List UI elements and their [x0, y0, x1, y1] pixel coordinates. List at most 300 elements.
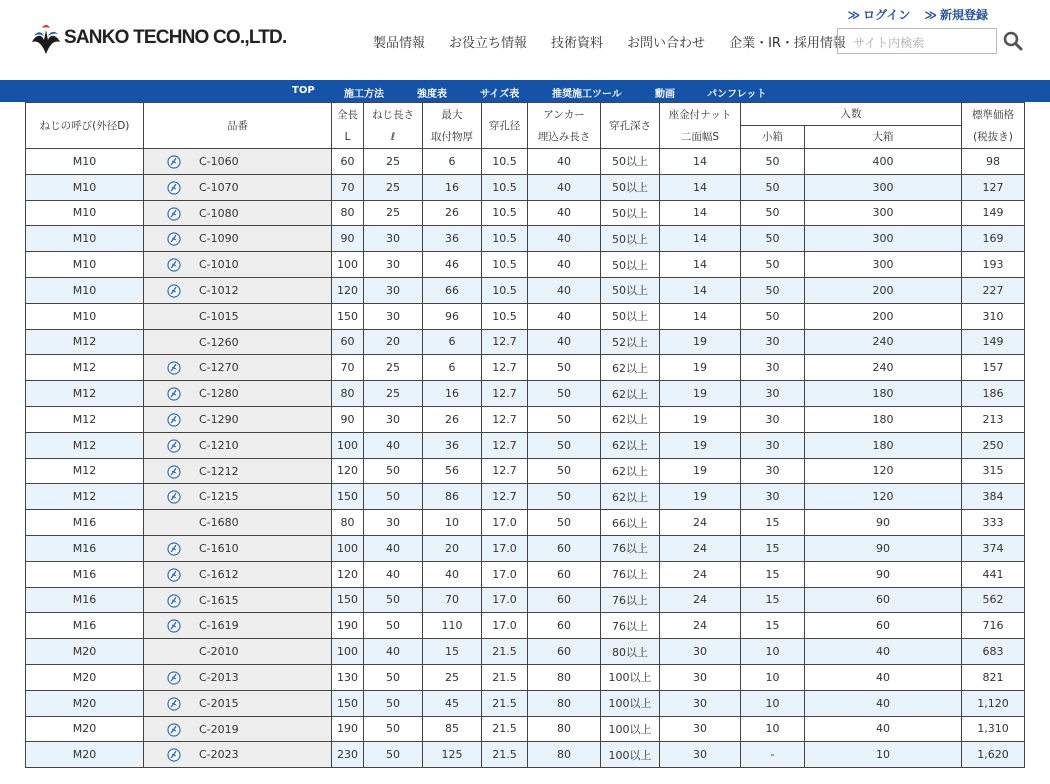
cell-code: [144, 561, 332, 587]
cell-price: 441: [962, 561, 1025, 587]
cell-nut-width: 19: [660, 432, 741, 458]
product-link-icon[interactable]: [167, 619, 181, 633]
cell-nut-width: 30: [660, 664, 741, 690]
header-qty: 入数: [741, 103, 962, 126]
cell-embed-depth: 50: [528, 355, 601, 381]
cell-code: [144, 613, 332, 639]
cell-code: [144, 664, 332, 690]
cell-length: 80: [332, 510, 364, 536]
header-nut-line2: 二面幅S: [680, 130, 720, 143]
product-link-icon[interactable]: [167, 465, 181, 479]
table-row: [26, 252, 1025, 278]
cell-hole-depth: 62以上: [601, 406, 660, 432]
cell-price: 562: [962, 587, 1025, 613]
search-icon[interactable]: [1003, 31, 1023, 51]
cell-embed-depth: 60: [528, 639, 601, 665]
cell-hole-diameter: 17.0: [482, 510, 528, 536]
cell-hole-depth: 62以上: [601, 484, 660, 510]
cell-hole-depth: 100以上: [601, 716, 660, 742]
cell-hole-diameter: 12.7: [482, 458, 528, 484]
product-code[interactable]: C-1615: [199, 593, 239, 607]
cell-length: 150: [332, 303, 364, 329]
header-length: [332, 103, 364, 149]
cell-qty-large: 40: [805, 664, 962, 690]
cell-qty-small: 50: [741, 303, 805, 329]
cell-nut-width: 14: [660, 226, 741, 252]
table-row: [26, 613, 1025, 639]
cell-thread-length: 50: [364, 484, 423, 510]
header-length-line2: L: [344, 130, 351, 143]
header-hole-dia: 穿孔径: [482, 103, 528, 149]
product-link-icon[interactable]: [167, 155, 181, 169]
cell-qty-small: 50: [741, 226, 805, 252]
cell-price: 333: [962, 510, 1025, 536]
table-row: [26, 381, 1025, 407]
header-qty-small: 小箱: [741, 126, 805, 149]
cell-max-thickness: 36: [423, 432, 482, 458]
header-size: ねじの呼び(外径D): [26, 103, 144, 149]
product-link-icon[interactable]: [167, 542, 181, 556]
cell-qty-small: 30: [741, 329, 805, 355]
header-length-line1: 全長: [337, 108, 358, 121]
table-row: [26, 484, 1025, 510]
product-link-icon[interactable]: [167, 181, 181, 195]
cell-hole-depth: 62以上: [601, 458, 660, 484]
cell-code: [144, 277, 332, 303]
cell-nut-width: 19: [660, 458, 741, 484]
cell-max-thickness: 66: [423, 277, 482, 303]
sanko-bird-logo-icon: [30, 20, 62, 56]
cell-embed-depth: 50: [528, 381, 601, 407]
search-input[interactable]: サイト内検索: [837, 28, 997, 54]
cell-max-thickness: 56: [423, 458, 482, 484]
cell-qty-large: 400: [805, 149, 962, 175]
brand-name: SANKO TECHNO CO.,LTD.: [64, 27, 287, 48]
login-link-label: ログイン: [863, 8, 911, 22]
cell-size: M12: [26, 406, 144, 432]
cell-price: 186: [962, 381, 1025, 407]
nav-company-ir-recruit[interactable]: 企業・IR・採用情報: [729, 36, 846, 51]
cell-nut-width: 24: [660, 613, 741, 639]
cell-thread-length: 25: [364, 200, 423, 226]
cell-code: [144, 406, 332, 432]
product-link-icon[interactable]: [167, 284, 181, 298]
cell-hole-diameter: 12.7: [482, 329, 528, 355]
table-row: [26, 432, 1025, 458]
header-nut-line1: 座金付ナット: [668, 108, 732, 121]
cell-qty-large: 60: [805, 613, 962, 639]
cell-nut-width: 19: [660, 381, 741, 407]
cell-max-thickness: 16: [423, 381, 482, 407]
header-thread-line1: ねじ長さ: [372, 108, 414, 121]
cell-hole-diameter: 12.7: [482, 432, 528, 458]
cell-price: 821: [962, 664, 1025, 690]
product-link-icon[interactable]: [167, 671, 181, 685]
table-row: [26, 690, 1025, 716]
cell-size: M16: [26, 613, 144, 639]
cell-qty-small: 10: [741, 639, 805, 665]
cell-hole-diameter: 10.5: [482, 200, 528, 226]
cell-hole-diameter: 21.5: [482, 716, 528, 742]
header-max-thickness: [423, 103, 482, 149]
cell-size: M20: [26, 716, 144, 742]
subnav-video[interactable]: 動画: [655, 89, 675, 100]
cell-length: 60: [332, 149, 364, 175]
product-link-icon[interactable]: [167, 413, 181, 427]
product-code[interactable]: C-1212: [199, 464, 239, 478]
cell-thread-length: 25: [364, 355, 423, 381]
cell-length: 100: [332, 252, 364, 278]
cell-thread-length: 40: [364, 535, 423, 561]
product-link-icon[interactable]: [167, 594, 181, 608]
register-link[interactable]: [924, 6, 988, 23]
cell-size: M20: [26, 639, 144, 665]
cell-length: 60: [332, 329, 364, 355]
cell-code: [144, 149, 332, 175]
cell-hole-diameter: 10.5: [482, 226, 528, 252]
table-row: [26, 355, 1025, 381]
product-link-icon[interactable]: [167, 568, 181, 582]
table-row: [26, 406, 1025, 432]
cell-size: M16: [26, 535, 144, 561]
cell-thread-length: 40: [364, 561, 423, 587]
cell-hole-depth: 50以上: [601, 252, 660, 278]
cell-price: 193: [962, 252, 1025, 278]
product-link-icon[interactable]: [167, 232, 181, 246]
cell-hole-depth: 52以上: [601, 329, 660, 355]
cell-max-thickness: 46: [423, 252, 482, 278]
cell-thread-length: 40: [364, 639, 423, 665]
cell-embed-depth: 80: [528, 742, 601, 768]
product-code[interactable]: C-1080: [199, 206, 239, 220]
cell-qty-large: 10: [805, 742, 962, 768]
product-code[interactable]: C-1070: [199, 180, 239, 194]
sub-nav-bar: [0, 80, 1050, 102]
header-embed: [528, 103, 601, 149]
cell-price: 1,310: [962, 716, 1025, 742]
cell-code: [144, 484, 332, 510]
cell-qty-small: 30: [741, 432, 805, 458]
cell-qty-small: 30: [741, 355, 805, 381]
cell-hole-diameter: 17.0: [482, 613, 528, 639]
main-nav: [373, 32, 870, 51]
product-code[interactable]: C-1210: [199, 438, 239, 452]
cell-thread-length: 30: [364, 510, 423, 536]
cell-qty-small: 50: [741, 149, 805, 175]
header-price-line2: (税抜き): [973, 130, 1013, 143]
product-link-icon[interactable]: [167, 207, 181, 221]
cell-embed-depth: 60: [528, 535, 601, 561]
product-code[interactable]: C-1215: [199, 490, 239, 504]
subnav-strength[interactable]: 強度表: [417, 89, 447, 100]
nav-contact[interactable]: お問い合わせ: [627, 36, 706, 51]
cell-embed-depth: 40: [528, 226, 601, 252]
cell-code: [144, 639, 332, 665]
cell-size: M20: [26, 664, 144, 690]
product-code[interactable]: C-2015: [199, 696, 239, 710]
cell-hole-diameter: 21.5: [482, 639, 528, 665]
product-code[interactable]: C-2023: [199, 748, 239, 762]
cell-code: [144, 535, 332, 561]
nav-technical-docs[interactable]: 技術資料: [551, 36, 604, 51]
product-code[interactable]: C-1610: [199, 541, 239, 555]
cell-price: 149: [962, 329, 1025, 355]
cell-code: [144, 510, 332, 536]
cell-nut-width: 24: [660, 535, 741, 561]
nav-useful-info[interactable]: お役立ち情報: [449, 36, 528, 51]
table-body: [26, 149, 1025, 768]
subnav-size[interactable]: サイズ表: [480, 89, 520, 100]
cell-embed-depth: 40: [528, 303, 601, 329]
cell-hole-depth: 80以上: [601, 639, 660, 665]
product-code[interactable]: C-1015: [199, 309, 239, 323]
cell-embed-depth: 40: [528, 277, 601, 303]
size-table: [25, 102, 1025, 768]
cell-size: M12: [26, 432, 144, 458]
cell-size: M20: [26, 742, 144, 768]
cell-max-thickness: 70: [423, 587, 482, 613]
cell-code: [144, 690, 332, 716]
cell-embed-depth: 80: [528, 690, 601, 716]
cell-max-thickness: 85: [423, 716, 482, 742]
product-link-icon[interactable]: [167, 439, 181, 453]
cell-qty-small: 30: [741, 458, 805, 484]
cell-hole-diameter: 10.5: [482, 303, 528, 329]
double-chevron-icon: ≫: [924, 8, 937, 22]
header-max-thickness-line1: 最大: [441, 108, 463, 121]
cell-hole-depth: 50以上: [601, 174, 660, 200]
cell-hole-depth: 100以上: [601, 690, 660, 716]
product-code[interactable]: C-1270: [199, 361, 239, 375]
header-nut: [660, 103, 741, 149]
cell-max-thickness: 10: [423, 510, 482, 536]
cell-nut-width: 19: [660, 329, 741, 355]
header-max-thickness-line2: 取付物厚: [431, 130, 473, 143]
cell-length: 80: [332, 200, 364, 226]
table-row: [26, 510, 1025, 536]
cell-thread-length: 50: [364, 742, 423, 768]
product-link-icon[interactable]: [167, 258, 181, 272]
header-thread: [364, 103, 423, 149]
cell-size: M10: [26, 226, 144, 252]
product-code[interactable]: C-1290: [199, 412, 239, 426]
cell-qty-large: 40: [805, 716, 962, 742]
cell-hole-depth: 50以上: [601, 200, 660, 226]
cell-qty-small: 30: [741, 406, 805, 432]
cell-price: 716: [962, 613, 1025, 639]
cell-qty-large: 60: [805, 587, 962, 613]
header-embed-line2: 埋込み長さ: [537, 130, 591, 143]
product-code[interactable]: C-1012: [199, 283, 239, 297]
table-row: [26, 329, 1025, 355]
subnav-tools[interactable]: 推奨施工ツール: [552, 89, 622, 100]
cell-nut-width: 30: [660, 716, 741, 742]
cell-qty-small: 50: [741, 277, 805, 303]
cell-thread-length: 30: [364, 226, 423, 252]
cell-nut-width: 19: [660, 406, 741, 432]
nav-products[interactable]: 製品情報: [373, 36, 426, 51]
cell-nut-width: 24: [660, 587, 741, 613]
cell-qty-large: 200: [805, 303, 962, 329]
cell-hole-diameter: 12.7: [482, 406, 528, 432]
cell-size: M10: [26, 174, 144, 200]
cell-qty-small: 10: [741, 690, 805, 716]
product-code[interactable]: C-1260: [199, 335, 239, 349]
cell-qty-large: 300: [805, 200, 962, 226]
cell-qty-large: 180: [805, 432, 962, 458]
cell-nut-width: 30: [660, 690, 741, 716]
table-row: [26, 742, 1025, 768]
product-link-icon[interactable]: [167, 490, 181, 504]
cell-thread-length: 50: [364, 587, 423, 613]
cell-size: M16: [26, 561, 144, 587]
cell-qty-large: 200: [805, 277, 962, 303]
product-link-icon[interactable]: [167, 361, 181, 375]
cell-thread-length: 50: [364, 690, 423, 716]
table-row: [26, 149, 1025, 175]
product-code[interactable]: C-1060: [199, 155, 239, 168]
cell-max-thickness: 15: [423, 639, 482, 665]
cell-code: [144, 252, 332, 278]
product-link-icon[interactable]: [167, 697, 181, 711]
cell-embed-depth: 50: [528, 484, 601, 510]
header-code: 品番: [144, 103, 332, 149]
table-row: [26, 587, 1025, 613]
product-code[interactable]: C-1090: [199, 232, 239, 246]
cell-code: [144, 587, 332, 613]
cell-qty-large: 180: [805, 381, 962, 407]
cell-max-thickness: 40: [423, 561, 482, 587]
subnav-top[interactable]: TOP: [292, 85, 315, 96]
cell-max-thickness: 36: [423, 226, 482, 252]
cell-nut-width: 19: [660, 484, 741, 510]
cell-price: 315: [962, 458, 1025, 484]
cell-code: [144, 458, 332, 484]
account-links: [847, 6, 988, 23]
site-logo[interactable]: [30, 20, 286, 56]
table-row: [26, 664, 1025, 690]
cell-qty-large: 300: [805, 252, 962, 278]
cell-max-thickness: 26: [423, 200, 482, 226]
cell-nut-width: 14: [660, 277, 741, 303]
cell-length: 90: [332, 226, 364, 252]
cell-length: 150: [332, 484, 364, 510]
cell-hole-depth: 62以上: [601, 355, 660, 381]
cell-hole-diameter: 21.5: [482, 664, 528, 690]
cell-qty-large: 40: [805, 690, 962, 716]
cell-size: M16: [26, 510, 144, 536]
header-qty-large: 大箱: [805, 126, 962, 149]
table-row: [26, 226, 1025, 252]
product-code[interactable]: C-1612: [199, 567, 239, 581]
cell-embed-depth: 60: [528, 587, 601, 613]
cell-code: [144, 742, 332, 768]
product-code[interactable]: C-1010: [199, 258, 239, 272]
header-price-line1: 標準価格: [972, 108, 1014, 121]
product-code[interactable]: C-2019: [199, 722, 239, 736]
cell-max-thickness: 45: [423, 690, 482, 716]
cell-nut-width: 14: [660, 149, 741, 175]
cell-thread-length: 40: [364, 432, 423, 458]
cell-max-thickness: 25: [423, 664, 482, 690]
cell-hole-depth: 50以上: [601, 226, 660, 252]
cell-hole-diameter: 10.5: [482, 149, 528, 175]
cell-price: 374: [962, 535, 1025, 561]
table-row: [26, 277, 1025, 303]
cell-nut-width: 24: [660, 510, 741, 536]
product-link-icon[interactable]: [167, 723, 181, 737]
cell-qty-small: 15: [741, 587, 805, 613]
cell-price: 250: [962, 432, 1025, 458]
product-code[interactable]: C-1280: [199, 387, 239, 401]
product-code[interactable]: C-1619: [199, 619, 239, 633]
product-link-icon[interactable]: [167, 387, 181, 401]
double-chevron-icon: ≫: [847, 8, 861, 22]
cell-thread-length: 30: [364, 252, 423, 278]
register-link-label: 新規登録: [939, 8, 988, 22]
cell-hole-depth: 76以上: [601, 561, 660, 587]
cell-qty-large: 300: [805, 174, 962, 200]
subnav-method[interactable]: 施工方法: [344, 89, 384, 100]
cell-max-thickness: 110: [423, 613, 482, 639]
cell-hole-diameter: 17.0: [482, 587, 528, 613]
product-code[interactable]: C-1680: [199, 516, 239, 530]
subnav-pamphlet[interactable]: パンフレット: [707, 89, 767, 100]
cell-code: [144, 226, 332, 252]
cell-nut-width: 14: [660, 303, 741, 329]
cell-size: M10: [26, 200, 144, 226]
product-code[interactable]: C-2013: [199, 670, 239, 684]
table-row: [26, 174, 1025, 200]
cell-size: M12: [26, 355, 144, 381]
cell-embed-depth: 50: [528, 458, 601, 484]
cell-price: 1,620: [962, 742, 1025, 768]
cell-embed-depth: 50: [528, 510, 601, 536]
cell-size: M12: [26, 381, 144, 407]
cell-max-thickness: 96: [423, 303, 482, 329]
table-row: [26, 458, 1025, 484]
cell-size: M16: [26, 587, 144, 613]
cell-qty-large: 240: [805, 329, 962, 355]
cell-qty-small: 15: [741, 561, 805, 587]
cell-qty-small: 50: [741, 252, 805, 278]
cell-price: 384: [962, 484, 1025, 510]
cell-code: [144, 303, 332, 329]
cell-hole-depth: 62以上: [601, 381, 660, 407]
cell-nut-width: 14: [660, 174, 741, 200]
cell-price: 98: [962, 149, 1025, 175]
cell-embed-depth: 60: [528, 613, 601, 639]
cell-length: 100: [332, 432, 364, 458]
cell-length: 100: [332, 639, 364, 665]
header-hole-depth: 穿孔深さ: [601, 103, 660, 149]
cell-code: [144, 174, 332, 200]
cell-length: 70: [332, 355, 364, 381]
product-link-icon[interactable]: [167, 748, 181, 762]
cell-embed-depth: 40: [528, 252, 601, 278]
cell-price: 683: [962, 639, 1025, 665]
cell-max-thickness: 20: [423, 535, 482, 561]
cell-hole-diameter: 12.7: [482, 484, 528, 510]
login-link[interactable]: [847, 6, 910, 23]
product-code[interactable]: C-2010: [199, 645, 239, 659]
cell-length: 80: [332, 381, 364, 407]
cell-thread-length: 30: [364, 277, 423, 303]
cell-nut-width: 14: [660, 200, 741, 226]
cell-price: 169: [962, 226, 1025, 252]
cell-embed-depth: 60: [528, 561, 601, 587]
cell-qty-small: 15: [741, 535, 805, 561]
